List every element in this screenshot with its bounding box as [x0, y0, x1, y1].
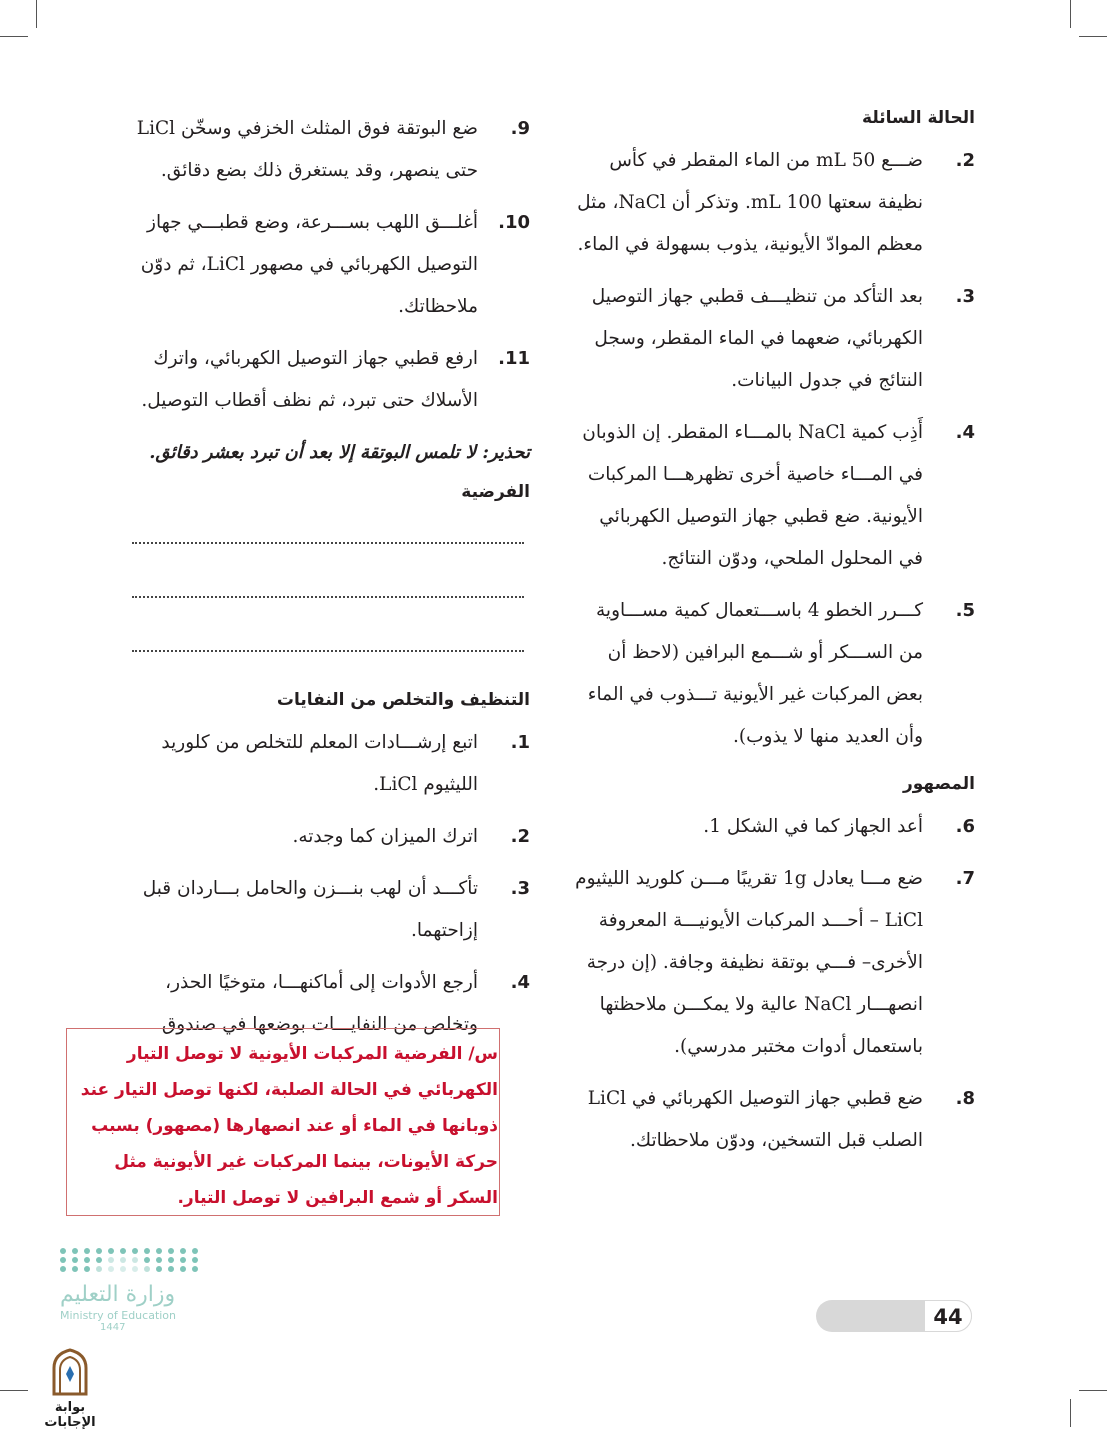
step-text: أَذِب كمية NaCl بالمـــاء المقطر. إن الذوبان في المـــاء خاصية أخرى تظهرهـــا المركبات الأيونية. ضع قطبي جهاز التوصيل الكهربائي في المحلول الملحي، ودوّن النتائج. — [582, 422, 923, 569]
crop-mark — [1079, 36, 1107, 37]
crop-mark — [0, 36, 28, 37]
step-3 — [575, 276, 975, 402]
answer-text: س/ الفرضية المركبات الأيونية لا توصل التيار الكهربائي في الحالة الصلبة، لكنها توصل التيار عند ذوبانها في الماء أو عند انصهارها (مصهور) بسبب حركة الأيونات، بينما المركبات غير الأيونية مثل السكر أو شمع البرافين لا توصل التيار. — [80, 1044, 498, 1208]
step-text: ضع البوتقة فوق المثلث الخزفي وسخّن LiCl حتى ينصهر، وقد يستغرق ذلك بضع دقائق. — [136, 118, 478, 181]
step-number: 2. — [955, 150, 975, 171]
step-text: كـــرر الخطو 4 باســـتعمال كمية مســـاوية من الســـكر أو شـــمع البرافين (لاحظ أن بعض المركبات غير الأيونية تـــذوب في الماء وأن العديد منها لا يذوب). — [587, 600, 923, 747]
ministry-name-ar: وزارة التعليم — [60, 1282, 176, 1307]
step-number: 7. — [955, 868, 975, 889]
cleanup-step-2 — [132, 816, 530, 858]
logo-dots-icon — [60, 1248, 200, 1272]
crop-mark — [1070, 1399, 1071, 1427]
step-number: 6. — [955, 816, 975, 837]
step-5 — [575, 590, 975, 758]
step-text: ضع مـــا يعادل 1g تقريبًا مـــن كلوريد الليثيوم LiCl – أحـــد المركبات الأيونيـــة المعروفة الأخرى– فـــي بوتقة نظيفة وجافة. (إن درجة انصهـــار NaCl عالية ولا يمكـــن ملاحظتها باستعمال أدوات مختبر مدرسي). — [575, 868, 923, 1057]
step-text: بعد التأكد من تنظيـــف قطبي جهاز التوصيل الكهربائي، ضعهما في الماء المقطر، وسجل النتائج في جدول البيانات. — [591, 286, 923, 391]
heading-liquid-state: الحالة السائلة — [862, 108, 975, 128]
step-2 — [575, 140, 975, 266]
cleanup-step-3 — [132, 868, 530, 952]
step-8 — [575, 1078, 975, 1162]
cleanup-step-1 — [132, 722, 530, 806]
step-7 — [575, 858, 975, 1068]
step-number: 10. — [498, 212, 530, 233]
step-text: ضع قطبي جهاز التوصيل الكهربائي في LiCl الصلب قبل التسخين، ودوّن ملاحظاتك. — [587, 1088, 923, 1151]
heading-molten: المصهور — [902, 774, 975, 794]
step-text: ارفع قطبي جهاز التوصيل الكهربائي، واترك الأسلاك حتى تبرد، ثم نظف أقطاب التوصيل. — [141, 348, 478, 411]
step-number: 3. — [510, 878, 530, 899]
step-text: أعد الجهاز كما في الشكل 1. — [703, 816, 923, 837]
step-11 — [132, 338, 530, 422]
step-number: 3. — [955, 286, 975, 307]
step-number: 5. — [955, 600, 975, 621]
crop-mark — [36, 0, 37, 28]
site-name: بوابة الإجابات — [44, 1400, 96, 1430]
page-number: 44 — [924, 1300, 972, 1332]
step-text: اتبع إرشـــادات المعلم للتخلص من كلوريد الليثيوم LiCl. — [161, 732, 478, 795]
right-column — [575, 108, 975, 1162]
site-badge — [30, 1348, 110, 1430]
step-number: 9. — [510, 118, 530, 139]
step-6 — [575, 806, 975, 848]
step-9 — [132, 108, 530, 192]
step-number: 4. — [955, 422, 975, 443]
step-number: 8. — [955, 1088, 975, 1109]
ministry-year: 1447 — [100, 1322, 126, 1333]
ministry-logo — [60, 1248, 210, 1333]
step-4 — [575, 412, 975, 580]
step-text: تأكـــد أن لهب بنـــزن والحامل بـــاردان قبل إزاحتهما. — [142, 878, 478, 941]
mosque-icon — [48, 1348, 92, 1396]
step-number: 2. — [510, 826, 530, 847]
left-column — [132, 108, 530, 1046]
step-text: اترك الميزان كما وجدته. — [292, 826, 478, 847]
step-text: أغلـــق اللهب بســـرعة، وضع قطبـــي جهاز التوصيل الكهربائي في مصهور LiCl، ثم دوّن ملاحظاتك. — [140, 212, 478, 317]
step-number: 1. — [510, 732, 530, 753]
crop-mark — [1079, 1390, 1107, 1391]
crop-mark — [0, 1390, 28, 1391]
ministry-name-en: Ministry of Education — [60, 1309, 177, 1322]
heading-cleanup: التنظيف والتخلص من النفايات — [276, 690, 530, 710]
step-text: ضـــع 50 mL من الماء المقطر في كأس نظيفة سعتها 100 mL. وتذكر أن NaCl، مثل معظم الموادّ الأيونية، يذوب بسهولة في الماء. — [577, 150, 923, 255]
step-number: 4. — [510, 972, 530, 993]
step-number: 11. — [498, 348, 530, 369]
crop-mark — [1070, 0, 1071, 28]
answer-line — [132, 650, 524, 652]
warning-text: تحذير: لا تلمس البوتقة إلا بعد أن تبرد بعشر دقائق. — [149, 442, 530, 463]
answer-line — [132, 542, 524, 544]
step-text: أرجع الأدوات إلى أماكنهـــا، متوخيًا الحذر، وتخلص من النفايـــات بوضعها في صندوق — [161, 972, 478, 1035]
step-10 — [132, 202, 530, 328]
answer-line — [132, 596, 524, 598]
heading-hypothesis: الفرضية — [461, 482, 530, 502]
